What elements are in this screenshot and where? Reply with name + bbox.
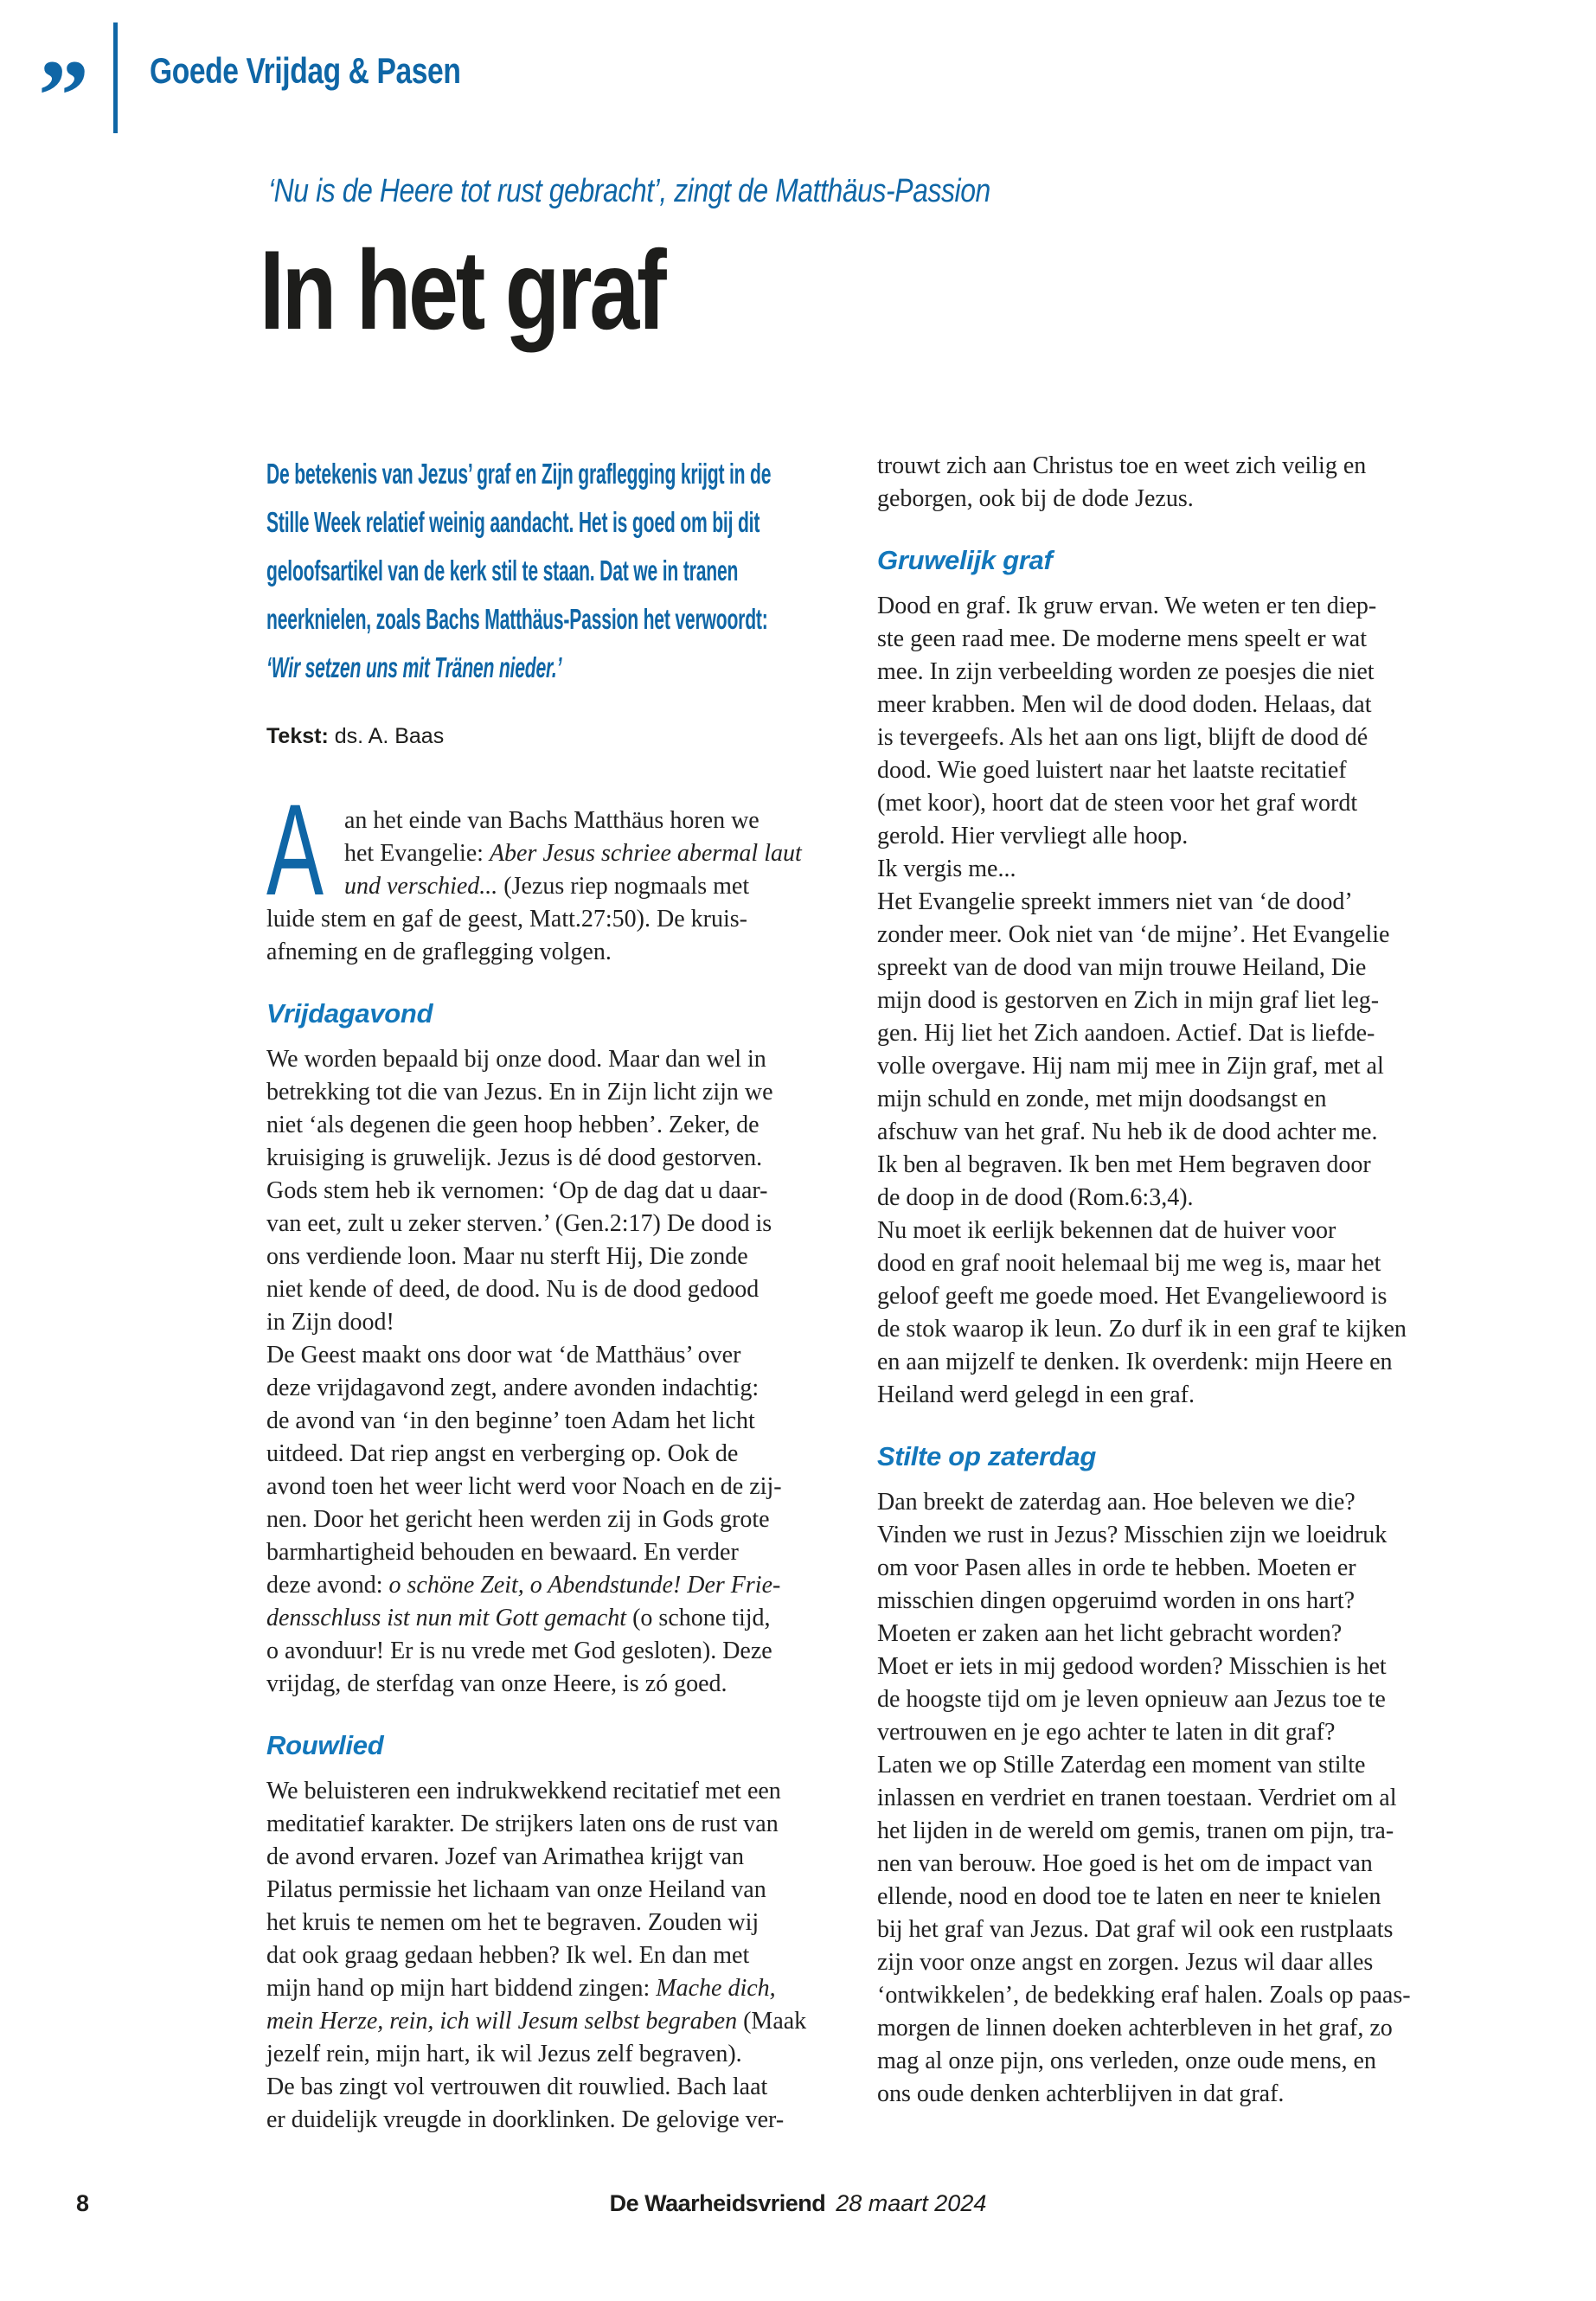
text-run: We beluisteren een indrukwekkend recitatief met een <box>266 1778 781 1804</box>
text-run: ‘ontwikkelen’, de bedekking eraf halen. Zoals op paas- <box>877 1982 1411 2009</box>
text-run: jezelf rein, mijn hart, ik wil Jezus zelf begraven). <box>266 2041 742 2067</box>
text-run: De Geest maakt ons door wat ‘de Matthäus’ over <box>266 1342 741 1368</box>
text-run: vertrouwen en je ego achter te laten in dit graf? <box>877 1719 1336 1746</box>
text-run: de hoogste tijd om je leven opnieuw aan Jezus toe te <box>877 1686 1386 1713</box>
text-run: mijn hand op mijn hart biddend zingen: <box>266 1975 657 2002</box>
text-run: de avond ervaren. Jozef van Arimathea krijgt van <box>266 1843 745 1870</box>
magazine-name: De Waarheidsvriend <box>609 2190 826 2216</box>
text-run: De betekenis van Jezus’ graf en Zijn graflegging krijgt in de <box>266 458 772 490</box>
text-run: zonder meer. Ook niet van ‘de mijne’. Het Evangelie <box>877 921 1390 948</box>
text-run: ellende, nood en dood toe te laten en neer te knielen <box>877 1883 1381 1910</box>
text-run: (Jezus riep nogmaals met <box>497 873 750 900</box>
text-run: Dan breekt de zaterdag aan. Hoe beleven we die? <box>877 1489 1356 1516</box>
text-run: Ik vergis me... <box>877 856 1016 882</box>
text-run: volle overgave. Hij nam mij mee in Zijn graf, met al <box>877 1053 1384 1080</box>
text-run: vrijdag, de sterfdag van onze Heere, is zó goed. <box>266 1670 727 1697</box>
issue-date: 28 maart 2024 <box>836 2190 987 2216</box>
text-run: deze vrijdagavond zegt, andere avonden indachtig: <box>266 1375 760 1401</box>
text-run: trouwt zich aan Christus toe en weet zich veilig en <box>877 452 1367 479</box>
text-run: Ik ben al begraven. Ik ben met Hem begraven door <box>877 1151 1371 1178</box>
body-paragraph <box>877 590 1444 1412</box>
text-run: geloofsartikel van de kerk stil te staan. Dat we in tranen <box>266 554 739 586</box>
body-paragraph <box>266 1043 833 1701</box>
text-run: om voor Pasen alles in orde te hebben. Moeten er <box>877 1554 1356 1581</box>
text-run: geloof geeft me goede moed. Het Evangeliewoord is <box>877 1283 1388 1310</box>
text-run: dat ook graag gedaan hebben? Ik wel. En dan met <box>266 1942 750 1969</box>
right-column <box>877 450 1444 2111</box>
text-run: morgen de linnen doeken achterbleven in het graf, zo <box>877 2015 1393 2041</box>
text-run: (met koor), hoort dat de steen voor het graf wordt <box>877 790 1358 817</box>
text-run: ‘Wir setzen uns mit Tränen nieder.’ <box>266 651 562 683</box>
body-paragraph <box>877 450 1444 516</box>
text-run: Heiland werd gelegd in een graf. <box>877 1381 1195 1408</box>
text-run: in Zijn dood! <box>266 1309 394 1336</box>
text-run: het kruis te nemen om het te begraven. Zouden wij <box>266 1909 760 1936</box>
text-run: mee. In zijn verbeelding worden ze poesjes die niet <box>877 658 1375 685</box>
text-run: kruisiging is gruwelijk. Jezus is dé dood gestorven. <box>266 1144 763 1171</box>
text-run: van eet, zult u zeker sterven.’ (Gen.2:17) De dood is <box>266 1210 772 1237</box>
text-run: Mache dich, <box>656 1975 776 2002</box>
section-heading: Gruwelijk graf <box>877 545 1053 575</box>
text-run: Laten we op Stille Zaterdag een moment van stilte <box>877 1752 1366 1779</box>
text-run: spreekt van de dood van mijn trouwe Heiland, Die <box>877 954 1367 981</box>
text-run: niet ‘als degenen die geen hoop hebben’. Zeker, de <box>266 1112 760 1138</box>
text-run: de stok waarop ik leun. Zo durf ik in een graf te kijken <box>877 1316 1407 1343</box>
byline-author: ds. A. Baas <box>334 724 445 748</box>
text-run: inlassen en verdriet en tranen toestaan. Verdriet om al <box>877 1785 1397 1811</box>
page-number: 8 <box>76 2190 90 2216</box>
footer-center <box>610 2190 987 2217</box>
text-run: Nu moet ik eerlijk bekennen dat de huiver voor <box>877 1217 1336 1244</box>
text-run: Pilatus permissie het lichaam van onze Heiland van <box>266 1876 766 1903</box>
text-run: Aber Jesus schriee abermal laut <box>489 840 802 867</box>
section-title: Goede Vrijdag & Pasen <box>150 50 461 91</box>
lead-paragraph <box>266 450 772 692</box>
text-run: nen van berouw. Hoe goed is het om de impact van <box>877 1850 1373 1877</box>
section-heading: Stilte op zaterdag <box>877 1441 1096 1471</box>
text-run: Moet er iets in mij gedood worden? Misschien is het <box>877 1653 1387 1680</box>
text-run: afneming en de graflegging volgen. <box>266 939 612 965</box>
text-run: betrekking tot die van Jezus. En in Zijn licht zijn we <box>266 1079 773 1106</box>
text-run: ste geen raad mee. De moderne mens speelt er wat <box>877 625 1367 652</box>
text-run: mijn dood is gestorven en Zich in mijn graf liet leg- <box>877 987 1380 1014</box>
text-run: an het einde van Bachs Matthäus horen we <box>344 807 760 834</box>
text-run: er duidelijk vreugde in doorklinken. De gelovige ver- <box>266 2106 785 2133</box>
text-run: densschluss ist nun mit Gott gemacht <box>266 1605 627 1631</box>
text-run: nen. Door het gericht heen werden zij in Gods grote <box>266 1506 770 1533</box>
text-run: Stille Week relatief weinig aandacht. Het is goed om bij dit <box>266 506 760 538</box>
text-run: misschien dingen opgeruimd worden in ons hart? <box>877 1587 1356 1614</box>
text-run: zijn voor onze angst en zorgen. Jezus wil daar alles <box>877 1949 1374 1976</box>
body-paragraph <box>877 1486 1444 2111</box>
text-run: o avonduur! Er is nu vrede met God gesloten). Deze <box>266 1638 772 1664</box>
text-run: und verschied... <box>344 873 498 900</box>
text-run: de doop in de dood (Rom.6:3,4). <box>877 1184 1194 1211</box>
article-subtitle: ‘Nu is de Heere tot rust gebracht’, zingt de Matthäus-Passion <box>268 173 990 209</box>
text-run: het lijden in de wereld om gemis, tranen om pijn, tra- <box>877 1817 1394 1844</box>
text-run: dood. Wie goed luistert naar het laatste recitatief <box>877 757 1347 784</box>
text-run: luide stem en gaf de geest, Matt.27:50). De kruis- <box>266 906 747 933</box>
text-run: geborgen, ook bij de dode Jezus. <box>877 485 1194 512</box>
byline-space <box>329 724 335 748</box>
text-run: avond toen het weer licht werd voor Noach en de zij- <box>266 1473 782 1500</box>
text-run: Gods stem heb ik vernomen: ‘Op de dag dat u daar- <box>266 1177 768 1204</box>
text-run: deze avond: <box>266 1572 389 1599</box>
text-run: mijn schuld en zonde, met mijn doodsangst en <box>877 1086 1327 1112</box>
text-run: en aan mijzelf te denken. Ik overdenk: mijn Heere en <box>877 1349 1393 1375</box>
text-run: meer krabben. Men wil de dood doden. Helaas, dat <box>877 691 1372 718</box>
text-run: (o schone tijd, <box>626 1605 771 1631</box>
article-title: In het graf <box>260 227 664 353</box>
byline <box>266 723 833 749</box>
text-run: mag al onze pijn, ons verleden, onze oude mens, en <box>877 2048 1376 2074</box>
section-heading: Vrijdagavond <box>266 998 433 1029</box>
text-run: mein Herze, rein, ich will Jesum selbst begraben <box>266 2008 738 2035</box>
text-run: Moeten er zaken aan het licht gebracht worden? <box>877 1620 1343 1647</box>
text-run: (Maak <box>737 2008 807 2035</box>
text-run: dood en graf nooit helemaal bij me weg is, maar het <box>877 1250 1381 1277</box>
text-run: ons oude denken achterblijven in dat graf. <box>877 2080 1285 2107</box>
text-run: o schöne Zeit, o Abendstunde! Der Frie- <box>388 1572 781 1599</box>
body-paragraph <box>266 1775 833 2137</box>
text-run: meditatief karakter. De strijkers laten ons de rust van <box>266 1811 779 1837</box>
text-run: neerknielen, zoals Bachs Matthäus-Passion het verwoordt: <box>266 603 768 635</box>
text-run: bij het graf van Jezus. Dat graf wil ook een rustplaats <box>877 1916 1394 1943</box>
text-run: ons verdiende loon. Maar nu sterft Hij, Die zonde <box>266 1243 748 1270</box>
section-heading: Rouwlied <box>266 1730 384 1760</box>
quote-icon: ” <box>38 39 89 152</box>
text-run: De bas zingt vol vertrouwen dit rouwlied. Bach laat <box>266 2073 768 2100</box>
masthead-divider <box>113 22 118 133</box>
text-run: het Evangelie: <box>344 840 490 867</box>
text-run: We worden bepaald bij onze dood. Maar dan wel in <box>266 1046 766 1073</box>
text-run: is tevergeefs. Als het aan ons ligt, blijft de dood dé <box>877 724 1368 751</box>
byline-label: Tekst: <box>266 724 329 748</box>
text-run: Vinden we rust in Jezus? Misschien zijn we loeidruk <box>877 1522 1388 1548</box>
text-run: gerold. Hier vervliegt alle hoop. <box>877 823 1189 849</box>
text-run: niet kende of deed, de dood. Nu is de dood gedood <box>266 1276 760 1303</box>
text-run: afschuw van het graf. Nu heb ik de dood achter me. <box>877 1118 1378 1145</box>
text-run: Dood en graf. Ik gruw ervan. We weten er ten diep- <box>877 593 1377 619</box>
text-run: de avond van ‘in den beginne’ toen Adam het licht <box>266 1407 755 1434</box>
text-run: barmhartigheid behouden en bewaard. En verder <box>266 1539 739 1566</box>
left-column <box>266 450 833 2137</box>
body-paragraph <box>266 777 833 969</box>
text-run: Het Evangelie spreekt immers niet van ‘de dood’ <box>877 888 1353 915</box>
text-run: uitdeed. Dat riep angst en verberging op. Ook de <box>266 1440 739 1467</box>
drop-cap: A <box>266 777 324 922</box>
text-run: gen. Hij liet het Zich aandoen. Actief. Dat is liefde- <box>877 1020 1375 1047</box>
